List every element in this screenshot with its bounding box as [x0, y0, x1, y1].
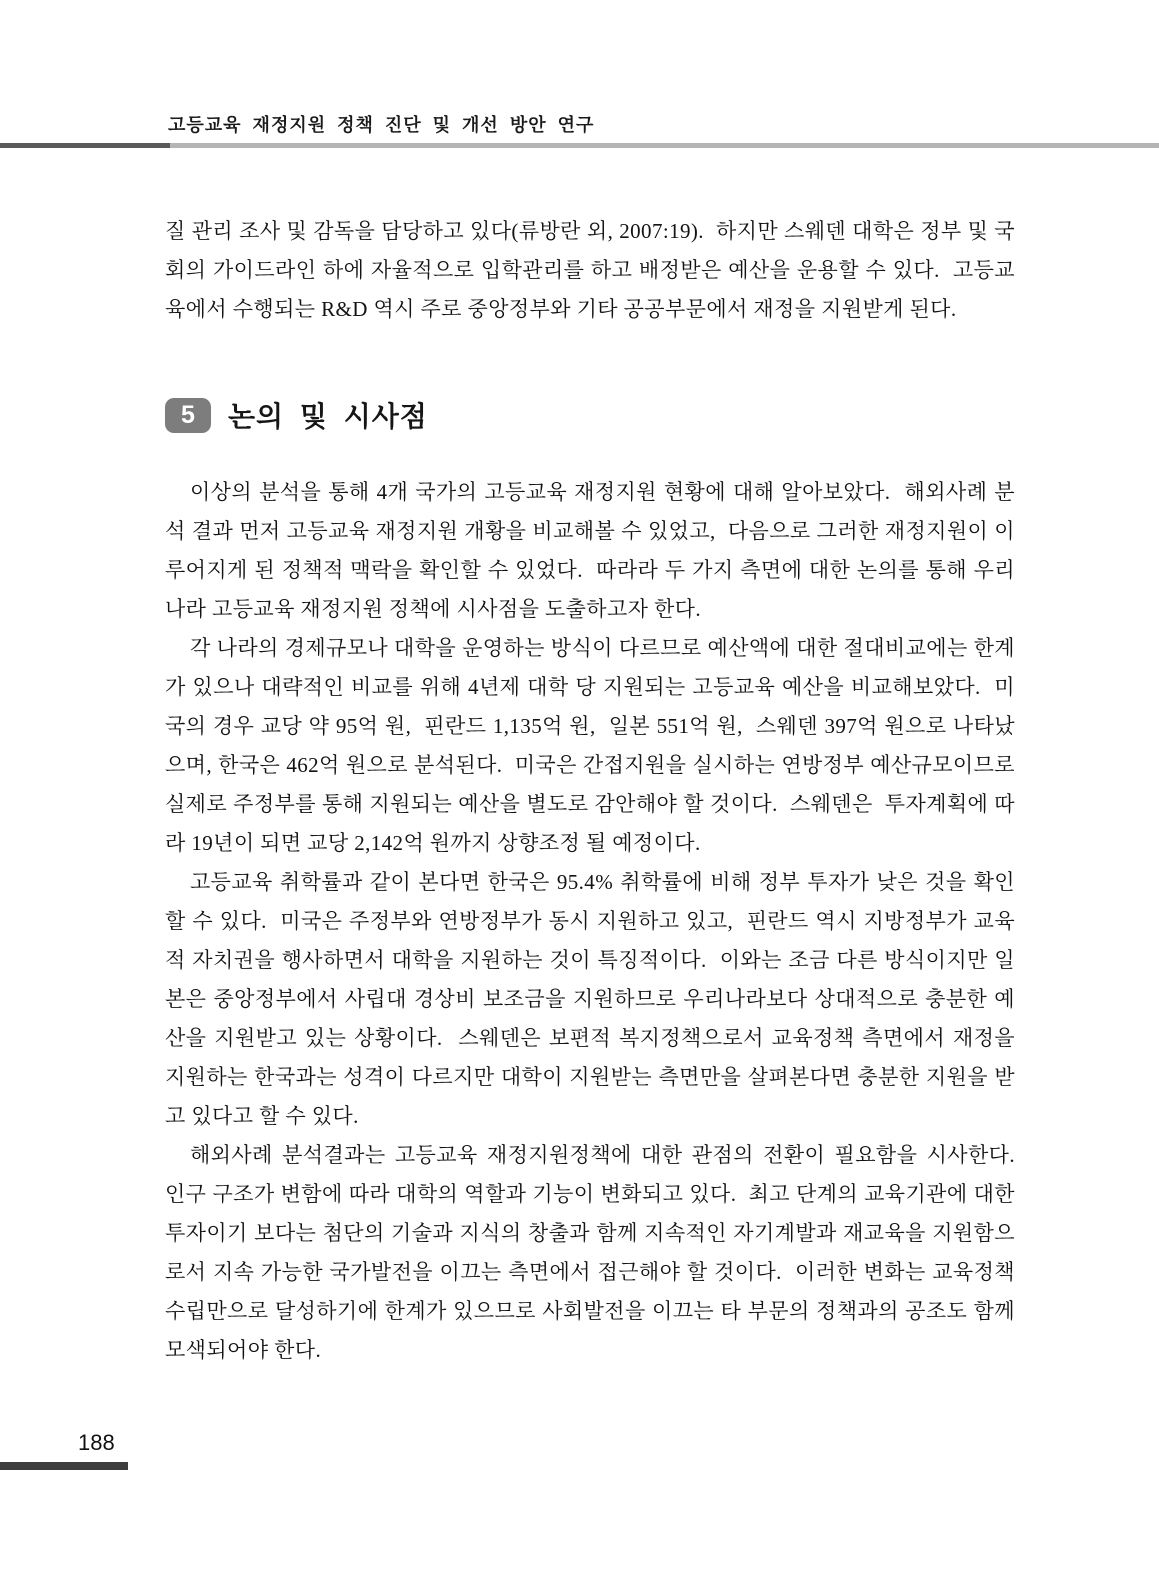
section-heading	[165, 397, 1015, 433]
body-paragraph: 해외사례 분석결과는 고등교육 재정지원정책에 대한 관점의 전환이 필요함을 시사한다. 인구 구조가 변함에 따라 대학의 역할과 기능이 변화되고 있다. 최고 단계의 교육기관에 대한 투자이기 보다는 첨단의 기술과 지식의 창출과 함께 지속적인 자기계발과 재교육을 지원함으로서 지속 가능한 국가발전을 이끄는 측면에서 접근해야 할 것이다. 이러한 변화는 교육정책 수립만으로 달성하기에 한계가 있으므로 사회발전을 이끄는 타 부문의 정책과의 공조도 함께 모색되어야 한다.	[165, 1143, 1027, 1362]
footer-bar	[0, 1462, 128, 1470]
running-header-title: 고등교육 재정지원 정책 진단 및 개선 방안 연구	[168, 115, 595, 135]
intro-paragraph: 질 관리 조사 및 감독을 담당하고 있다(류방란 외, 2007:19). 하지만 스웨덴 대학은 정부 및 국회의 가이드라인 하에 자율적으로 입학관리를 하고 배정받은 예산을 운용할 수 있다. 고등교육에서 수행되는 R&D 역시 주로 중앙정부와 기타 공공부문에서 재정을 지원받게 된다.	[165, 219, 1015, 321]
page-content	[165, 212, 1027, 1370]
page-number: 188	[78, 1430, 115, 1455]
header-rule	[0, 143, 1159, 148]
body-paragraph: 고등교육 취학률과 같이 본다면 한국은 95.4% 취학률에 비해 정부 투자가 낮은 것을 확인할 수 있다. 미국은 주정부와 연방정부가 동시 지원하고 있고, 핀란드 역시 지방정부가 교육적 자치권을 행사하면서 대학을 지원하는 것이 특징적이다. 이와는 조금 다른 방식이지만 일본은 중앙정부에서 사립대 경상비 보조금을 지원하므로 우리나라보다 상대적으로 충분한 예산을 지원받고 있는 상황이다. 스웨덴은 보편적 복지정책으로서 교육정책 측면에서 재정을 지원하는 한국과는 성격이 다르지만 대학이 지원받는 측면만을 살펴본다면 충분한 지원을 받고 있다고 할 수 있다.	[165, 870, 1021, 1128]
section-title: 논의 및 시사점	[228, 401, 428, 432]
body-paragraph: 각 나라의 경제규모나 대학을 운영하는 방식이 다르므로 예산액에 대한 절대비교에는 한계가 있으나 대략적인 비교를 위해 4년제 대학 당 지원되는 고등교육 예산을 비교해보았다. 미국의 경우 교당 약 95억 원, 핀란드 1,135억 원, 일본 551억 원, 스웨덴 397억 원으로 나타났으며, 한국은 462억 원으로 분석된다. 미국은 간접지원을 실시하는 연방정부 예산규모이므로 실제로 주정부를 통해 지원되는 예산을 별도로 감안해야 할 것이다. 스웨덴은 투자계획에 따라 19년이 되면 교당 2,142억 원까지 상향조정 될 예정이다.	[165, 636, 1021, 855]
header-rule-dark-segment	[0, 143, 170, 148]
body-paragraph: 이상의 분석을 통해 4개 국가의 고등교육 재정지원 현황에 대해 알아보았다. 해외사례 분석 결과 먼저 고등교육 재정지원 개황을 비교해볼 수 있었고, 다음으로 그러한 재정지원이 이루어지게 된 정책적 맥락을 확인할 수 있었다. 따라라 두 가지 측면에 대한 논의를 통해 우리나라 고등교육 재정지원 정책에 시사점을 도출하고자 한다.	[165, 480, 1015, 621]
section-number-badge: 5	[165, 398, 211, 433]
header-rule-light-segment	[170, 143, 1159, 148]
